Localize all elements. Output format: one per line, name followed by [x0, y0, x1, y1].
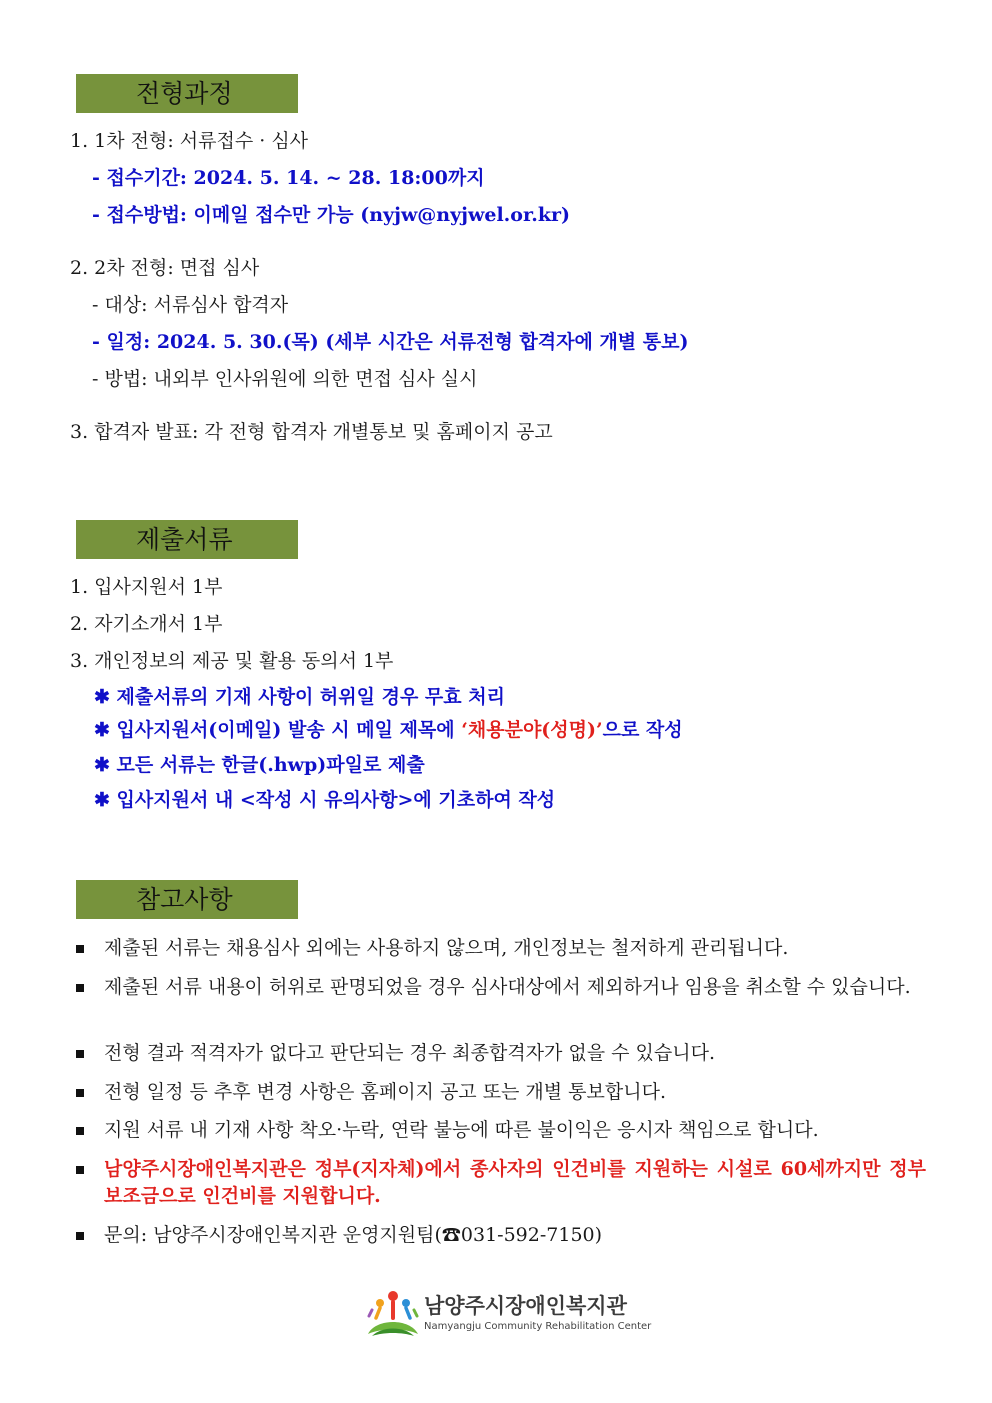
note-bullet-3: [76, 1040, 926, 1067]
note-bullet-6: [76, 1156, 926, 1210]
note-bullet-1: [76, 935, 926, 962]
document-note-4: ✱ 입사지원서 내 <작성 시 유의사항>에 기초하여 작성: [94, 789, 556, 811]
document-note-3: ✱ 모든 서류는 한글(.hwp)파일로 제출: [94, 754, 425, 776]
document-note-1: ✱ 제출서류의 기재 사항이 허위일 경우 무효 처리: [94, 686, 505, 708]
people-logo-icon: [366, 1288, 420, 1340]
document-item-2: 2. 자기소개서 1부: [70, 613, 223, 635]
document-note-2: [94, 717, 683, 743]
process-item-1: 1. 1차 전형: 서류접수 · 심사: [70, 130, 309, 152]
process-item-2: 2. 2차 전형: 면접 심사: [70, 257, 260, 279]
square-bullet-icon: [76, 984, 84, 992]
note-text: 전형 결과 적격자가 없다고 판단되는 경우 최종합격자가 없을 수 있습니다.: [104, 1042, 716, 1064]
section-title-notes: 참고사항: [76, 880, 298, 919]
section-title-selection-process: 전형과정: [76, 74, 298, 113]
square-bullet-icon: [76, 1166, 84, 1174]
note-text: 지원 서류 내 기재 사항 착오·누락, 연락 불능에 따른 불이익은 응시자 책임으로 합니다.: [104, 1119, 819, 1141]
section-title-documents: 제출서류: [76, 520, 298, 559]
document-item-3: 3. 개인정보의 제공 및 활용 동의서 1부: [70, 650, 394, 672]
document-note-2-highlight: ‘채용분야(성명)’: [461, 719, 603, 741]
organization-logo: [366, 1288, 652, 1344]
note-bullet-7: [76, 1222, 926, 1249]
square-bullet-icon: [76, 1232, 84, 1240]
document-note-2-prefix: ✱ 입사지원서(이메일) 발송 시 메일 제목에: [94, 719, 462, 741]
process-item-3: 3. 합격자 발표: 각 전형 합격자 개별통보 및 홈페이지 공고: [70, 421, 553, 443]
application-period: - 접수기간: 2024. 5. 14. ~ 28. 18:00까지: [92, 167, 485, 189]
note-text: 제출된 서류 내용이 허위로 판명되었을 경우 심사대상에서 제외하거나 임용을 취소할 수 있습니다.: [104, 976, 911, 998]
note-text: 제출된 서류는 채용심사 외에는 사용하지 않으며, 개인정보는 철저하게 관리됩니다.: [104, 937, 789, 959]
square-bullet-icon: [76, 1089, 84, 1097]
document-item-1: 1. 입사지원서 1부: [70, 576, 223, 598]
interview-method: - 방법: 내외부 인사위원에 의한 면접 심사 실시: [92, 368, 478, 390]
interview-schedule: - 일정: 2024. 5. 30.(목) (세부 시간은 서류전형 합격자에 개별 통보): [92, 331, 689, 353]
square-bullet-icon: [76, 1050, 84, 1058]
note-bullet-2: [76, 974, 926, 1001]
note-text: 남양주시장애인복지관은 정부(지자체)에서 종사자의 인건비를 지원하는 시설로 60세까지만 정부 보조금으로 인건비를 지원합니다.: [104, 1158, 926, 1207]
note-text: 전형 일정 등 추후 변경 사항은 홈페이지 공고 또는 개별 통보합니다.: [104, 1081, 666, 1103]
square-bullet-icon: [76, 1127, 84, 1135]
logo-name: 남양주시장애인복지관: [424, 1294, 627, 1318]
application-method: - 접수방법: 이메일 접수만 가능 (nyjw@nyjwel.or.kr): [92, 204, 571, 226]
square-bullet-icon: [76, 945, 84, 953]
note-text: 문의: 남양주시장애인복지관 운영지원팀(☎031-592-7150): [104, 1224, 603, 1246]
document-note-2-suffix: 으로 작성: [602, 719, 683, 741]
logo-english-name: Namyangju Community Rehabilitation Center: [424, 1321, 652, 1332]
interview-target: - 대상: 서류심사 합격자: [92, 294, 289, 316]
note-bullet-5: [76, 1117, 926, 1144]
note-bullet-4: [76, 1079, 926, 1106]
